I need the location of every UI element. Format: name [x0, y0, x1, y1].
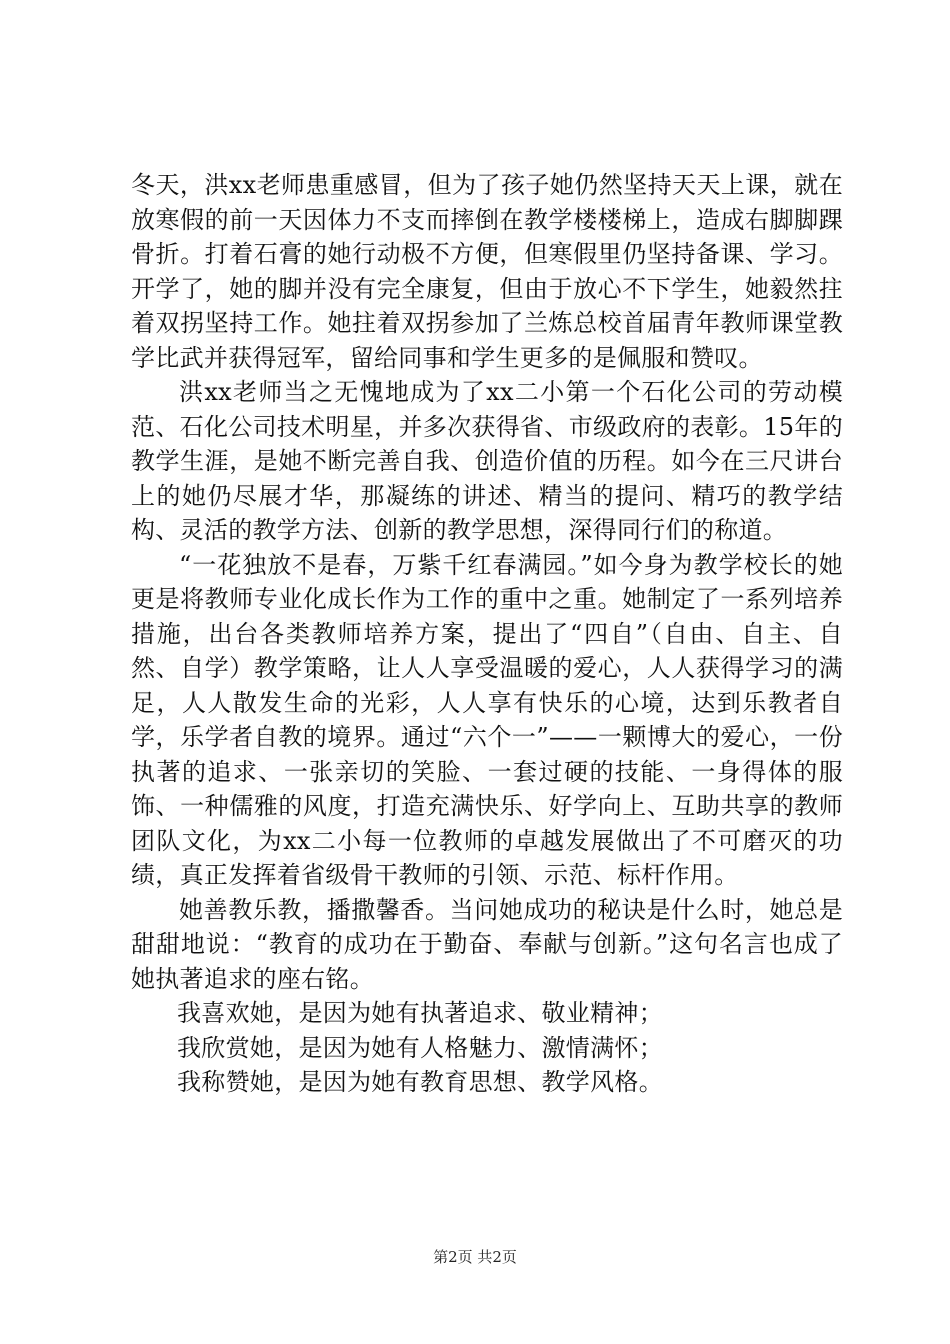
page-number: 第2页 共2页 — [433, 1248, 517, 1266]
closing-line-3: 我称赞她，是因为她有教育思想、教学风格。 — [177, 1068, 663, 1096]
page-footer — [0, 1247, 950, 1267]
closing-line-2: 我欣赏她，是因为她有人格魅力、激情满怀； — [177, 1033, 663, 1062]
paragraph-3: “一花独放不是春，万紫千红春满园。”如今身为教学校长的她更是将教师专业化成长作为工作的重中之重。她制定了一系列培养措施，出台各类教师培养方案，提出了“四自”（自由、自主、自然、自学）教学策略，让人人享受温暖的爱心，人人获得学习的满足，人人散发生命的光彩，人人享有快乐的心境，达到乐教者自学，乐学者自教的境界。通过“六个一”——一颗博大的爱心，一份执著的追求、一张亲切的笑脸、一套过硬的技能、一身得体的服饰、一种儒雅的风度，打造充满快乐、好学向上、互助共享的教师团队文化，为xx二小每一位教师的卓越发展做出了不可磨灭的功绩，真正发挥着省级骨干教师的引领、示范、标杆作用。 — [131, 550, 843, 889]
paragraph-2: 洪xx老师当之无愧地成为了xx二小第一个石化公司的劳动模范、石化公司技术明星，并多次获得省、市级政府的表彰。15年的教学生涯，是她不断完善自我、创造价值的历程。如今在三尺讲台上的她仍尽展才华，那凝练的讲述、精当的提问、精巧的教学结构、灵活的教学方法、创新的教学思想，深得同行们的称道。 — [131, 378, 843, 544]
closing-line-1: 我喜欢她，是因为她有执著追求、敬业精神； — [177, 999, 663, 1027]
paragraph-1: 冬天，洪xx老师患重感冒，但为了孩子她仍然坚持天天上课，就在放寒假的前一天因体力不支而摔倒在教学楼楼梯上，造成右脚脚踝骨折。打着石膏的她行动极不方便，但寒假里仍坚持备课、学习。开学了，她的脚并没有完全康复，但由于放心不下学生，她毅然拄着双拐坚持工作。她拄着双拐参加了兰炼总校首届青年教师课堂教学比武并获得冠军，留给同事和学生更多的是佩服和赞叹。 — [131, 171, 843, 372]
document-body — [131, 168, 843, 1100]
paragraph-4: 她善教乐教，播撒馨香。当问她成功的秘诀是什么时，她总是甜甜地说：“教育的成功在于勤奋、奉献与创新。”这句名言也成了她执著追求的座右铭。 — [131, 895, 843, 993]
